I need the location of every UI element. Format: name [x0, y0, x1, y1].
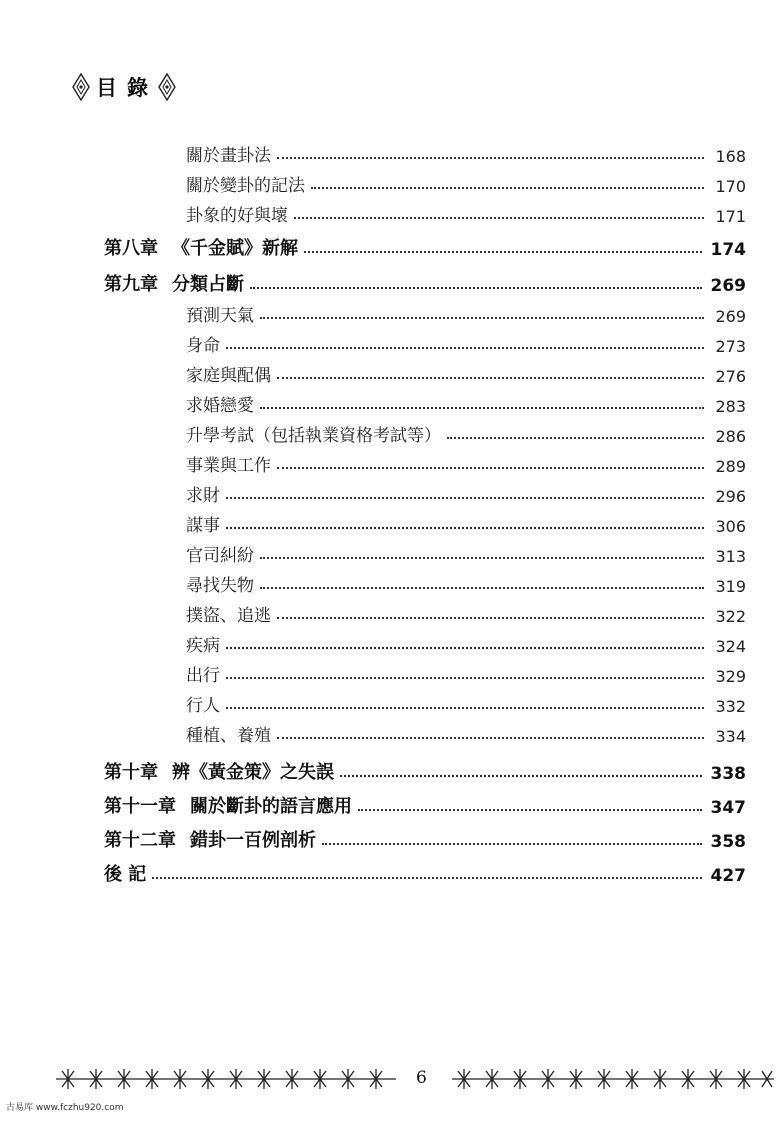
- toc-entry-title: 行人: [186, 696, 220, 716]
- toc-entry-title: 預測天氣: [186, 306, 254, 326]
- toc-entry-title: 身命: [186, 336, 220, 356]
- toc-entry-page: 273: [715, 337, 746, 356]
- page-number: 6: [416, 1068, 427, 1088]
- toc-entry[interactable]: [186, 658, 746, 686]
- toc-entry[interactable]: [186, 718, 746, 746]
- toc-entry-page: 286: [715, 427, 746, 446]
- dot-leader: [358, 809, 702, 811]
- toc-entry[interactable]: [186, 478, 746, 506]
- toc-entry-title: 事業與工作: [186, 456, 271, 476]
- toc-entry-page: 358: [710, 832, 746, 852]
- toc-entry-title: 撲盜、追逃: [186, 606, 271, 626]
- toc-entry-page: 313: [715, 547, 746, 566]
- toc-entry[interactable]: [186, 418, 746, 446]
- dot-leader: [294, 217, 704, 219]
- toc-entry-page: 347: [710, 798, 746, 818]
- toc-entry[interactable]: [186, 598, 746, 626]
- toc-entry[interactable]: [186, 628, 746, 656]
- toc-entry-title: 關於變卦的記法: [186, 176, 305, 196]
- toc-entry-page: 171: [715, 207, 746, 226]
- dot-leader: [226, 527, 704, 529]
- toc-entry-title: 求財: [186, 486, 220, 506]
- chapter-number: 第十二章: [104, 830, 176, 851]
- dot-leader: [304, 251, 702, 253]
- dot-leader: [260, 557, 704, 559]
- dot-leader: [340, 775, 702, 777]
- toc-entry-page: 276: [715, 367, 746, 386]
- dot-leader: [277, 617, 704, 619]
- toc-entry-title: 官司糾紛: [186, 546, 254, 566]
- toc-entry-page: 170: [715, 177, 746, 196]
- chapter-title: 《千金賦》新解: [172, 238, 298, 259]
- toc-entry-title: 家庭與配偶: [186, 366, 271, 386]
- dot-leader: [322, 843, 702, 845]
- toc-chapter-entry[interactable]: [104, 268, 746, 296]
- chapter-title: 關於斷卦的語言應用: [190, 796, 352, 817]
- toc-entry-page: 296: [715, 487, 746, 506]
- toc-entry-page: 174: [710, 240, 746, 260]
- decorative-border-icon: [452, 1068, 774, 1090]
- toc-entry[interactable]: [186, 388, 746, 416]
- toc-entry-title: 疾病: [186, 636, 220, 656]
- toc-chapter-entry[interactable]: [104, 858, 746, 886]
- toc-entry-title: 關於畫卦法: [186, 146, 271, 166]
- toc-entry-title: 尋找失物: [186, 576, 254, 596]
- toc-chapter-entry[interactable]: [104, 232, 746, 260]
- toc-entry[interactable]: [186, 508, 746, 536]
- toc-entry-page: 283: [715, 397, 746, 416]
- toc-entry-page: 329: [715, 667, 746, 686]
- toc-entry-page: 269: [710, 276, 746, 296]
- page-title: 目錄: [96, 75, 158, 100]
- toc-entry[interactable]: [186, 328, 746, 356]
- toc-entry-page: 269: [715, 307, 746, 326]
- toc-entry[interactable]: [186, 568, 746, 596]
- chapter-title: 辨《黃金策》之失誤: [172, 762, 334, 783]
- dot-leader: [260, 587, 704, 589]
- dot-leader: [447, 437, 704, 439]
- toc-entry[interactable]: [186, 298, 746, 326]
- toc-entry-title: 升學考試（包括執業資格考試等）: [186, 426, 441, 446]
- toc-entry[interactable]: [186, 198, 746, 226]
- chapter-title: 錯卦一百例剖析: [190, 830, 316, 851]
- dot-leader: [277, 377, 704, 379]
- toc-entry-title: 謀事: [186, 516, 220, 536]
- dot-leader: [260, 407, 704, 409]
- dot-leader: [277, 157, 704, 159]
- toc-entry[interactable]: [186, 358, 746, 386]
- dot-leader: [226, 677, 704, 679]
- dot-leader: [226, 497, 704, 499]
- diamond-ornament-right-icon: [158, 72, 176, 102]
- toc-entry[interactable]: [186, 448, 746, 476]
- diamond-ornament-left-icon: [72, 72, 90, 102]
- toc-entry-title: 卦象的好與壞: [186, 206, 288, 226]
- toc-entry-page: 324: [715, 637, 746, 656]
- dot-leader: [250, 287, 702, 289]
- toc-entry-page: 322: [715, 607, 746, 626]
- dot-leader: [152, 877, 702, 879]
- dot-leader: [226, 707, 704, 709]
- toc-entry-page: 332: [715, 697, 746, 716]
- chapter-number: 第九章: [104, 274, 158, 295]
- toc-entry[interactable]: [186, 168, 746, 196]
- dot-leader: [277, 737, 704, 739]
- toc-entry-page: 427: [710, 866, 746, 886]
- chapter-number: 第十一章: [104, 796, 176, 817]
- watermark-text: 古易库 www.fczhu920.com: [6, 1103, 124, 1113]
- decorative-border-icon: [56, 1068, 396, 1090]
- dot-leader: [260, 317, 704, 319]
- toc-chapter-entry[interactable]: [104, 824, 746, 852]
- toc-entry[interactable]: [186, 138, 746, 166]
- toc-heading: [72, 70, 176, 104]
- toc-entry-title: 出行: [186, 666, 220, 686]
- toc-entry-title: 種植、養殖: [186, 726, 271, 746]
- dot-leader: [277, 467, 704, 469]
- toc-entry-title: 求婚戀愛: [186, 396, 254, 416]
- toc-chapter-entry[interactable]: [104, 756, 746, 784]
- toc-entry-page: 338: [710, 764, 746, 784]
- toc-entry-page: 306: [715, 517, 746, 536]
- dot-leader: [311, 187, 704, 189]
- page-footer: [0, 1068, 776, 1092]
- toc-entry-page: 168: [715, 147, 746, 166]
- toc-entry[interactable]: [186, 538, 746, 566]
- chapter-number: 第八章: [104, 238, 158, 259]
- dot-leader: [226, 647, 704, 649]
- toc-entry[interactable]: [186, 688, 746, 716]
- chapter-number: 第十章: [104, 762, 158, 783]
- toc-entry-page: 319: [715, 577, 746, 596]
- toc-entry-page: 289: [715, 457, 746, 476]
- toc-chapter-entry[interactable]: [104, 790, 746, 818]
- chapter-number: 後 記: [104, 864, 147, 885]
- toc-entry-page: 334: [715, 727, 746, 746]
- chapter-title: 分類占斷: [172, 274, 244, 295]
- dot-leader: [226, 347, 704, 349]
